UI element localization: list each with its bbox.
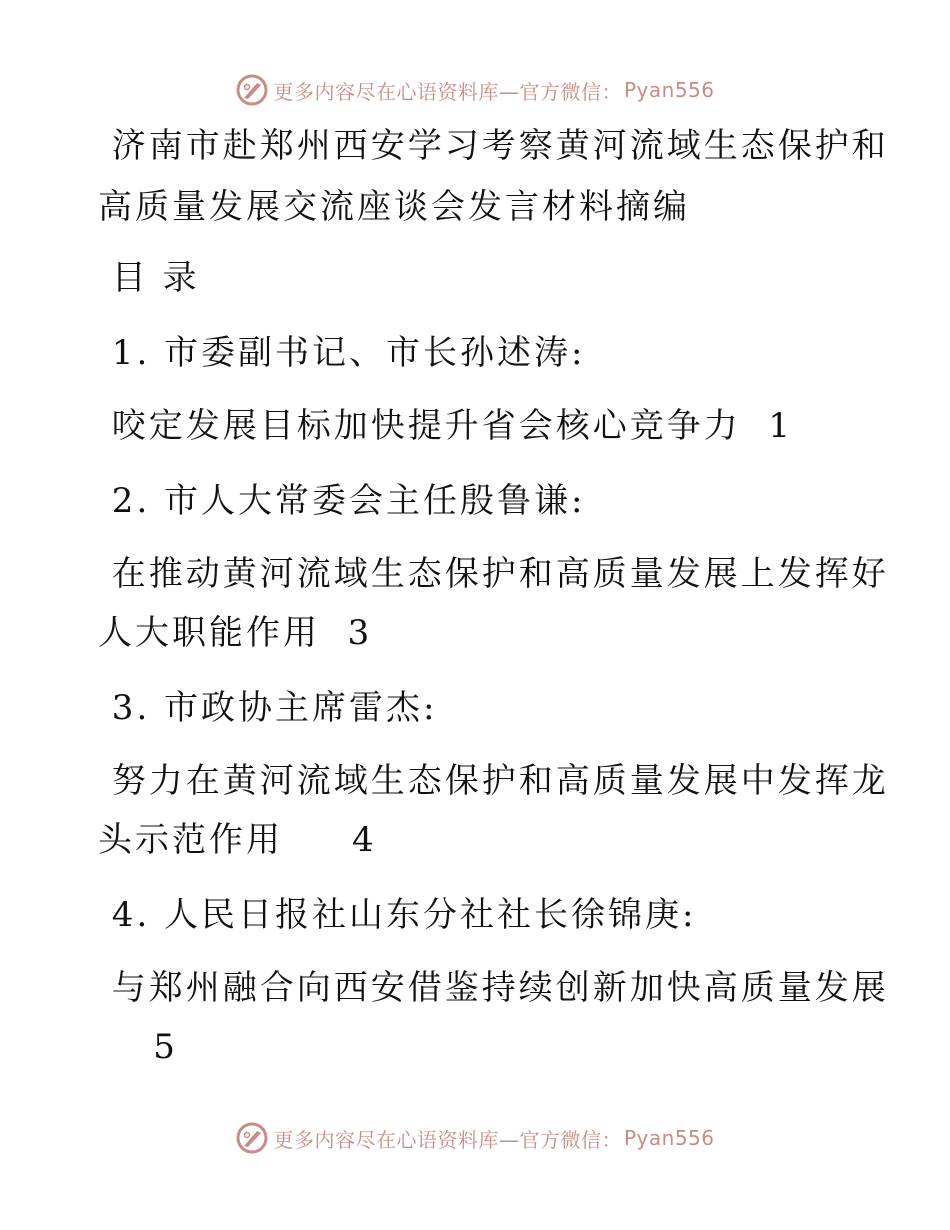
- toc-entry-3-speaker: 3. 市政协主席雷杰:: [98, 688, 438, 728]
- toc-heading: 目 录: [98, 258, 200, 298]
- toc-entry-4-speaker: 4. 人民日报社山东分社社长徐锦庚:: [98, 895, 697, 935]
- toc-entry-3-topic-line-1: 努力在黄河流域生态保护和高质量发展中发挥龙: [98, 761, 889, 801]
- quill-logo-icon: [235, 73, 269, 107]
- toc-entry-1-speaker: 1. 市委副书记、市长孙述涛:: [98, 333, 586, 373]
- toc-entry-4-topic-line-1: 与郑州融合向西安借鉴持续创新加快高质量发展: [98, 968, 889, 1008]
- watermark-wechat-id: Pyan556: [623, 1126, 715, 1150]
- watermark-text: 更多内容尽在心语资料库—官方微信：: [273, 79, 622, 104]
- quill-logo-icon: [235, 1121, 269, 1155]
- watermark-text: 更多内容尽在心语资料库—官方微信：: [273, 1127, 622, 1152]
- document-title-line-2: 高质量发展交流座谈会发言材料摘编: [98, 187, 690, 227]
- toc-entry-2-speaker: 2. 市人大常委会主任殷鲁谦:: [98, 481, 586, 521]
- watermark-header: [0, 70, 950, 110]
- watermark-footer: [0, 1118, 950, 1158]
- toc-entry-1-topic: 咬定发展目标加快提升省会核心竞争力 1: [98, 406, 794, 446]
- toc-entry-2-topic-line-2: 人大职能作用 3: [98, 613, 373, 653]
- toc-entry-4-topic-line-2: 5: [98, 1027, 178, 1067]
- watermark-wechat-id: Pyan556: [623, 78, 715, 102]
- toc-entry-2-topic-line-1: 在推动黄河流域生态保护和高质量发展上发挥好: [98, 554, 889, 594]
- document-title-line-1: 济南市赴郑州西安学习考察黄河流域生态保护和: [98, 126, 889, 166]
- toc-entry-3-topic-line-2: 头示范作用 4: [98, 820, 377, 860]
